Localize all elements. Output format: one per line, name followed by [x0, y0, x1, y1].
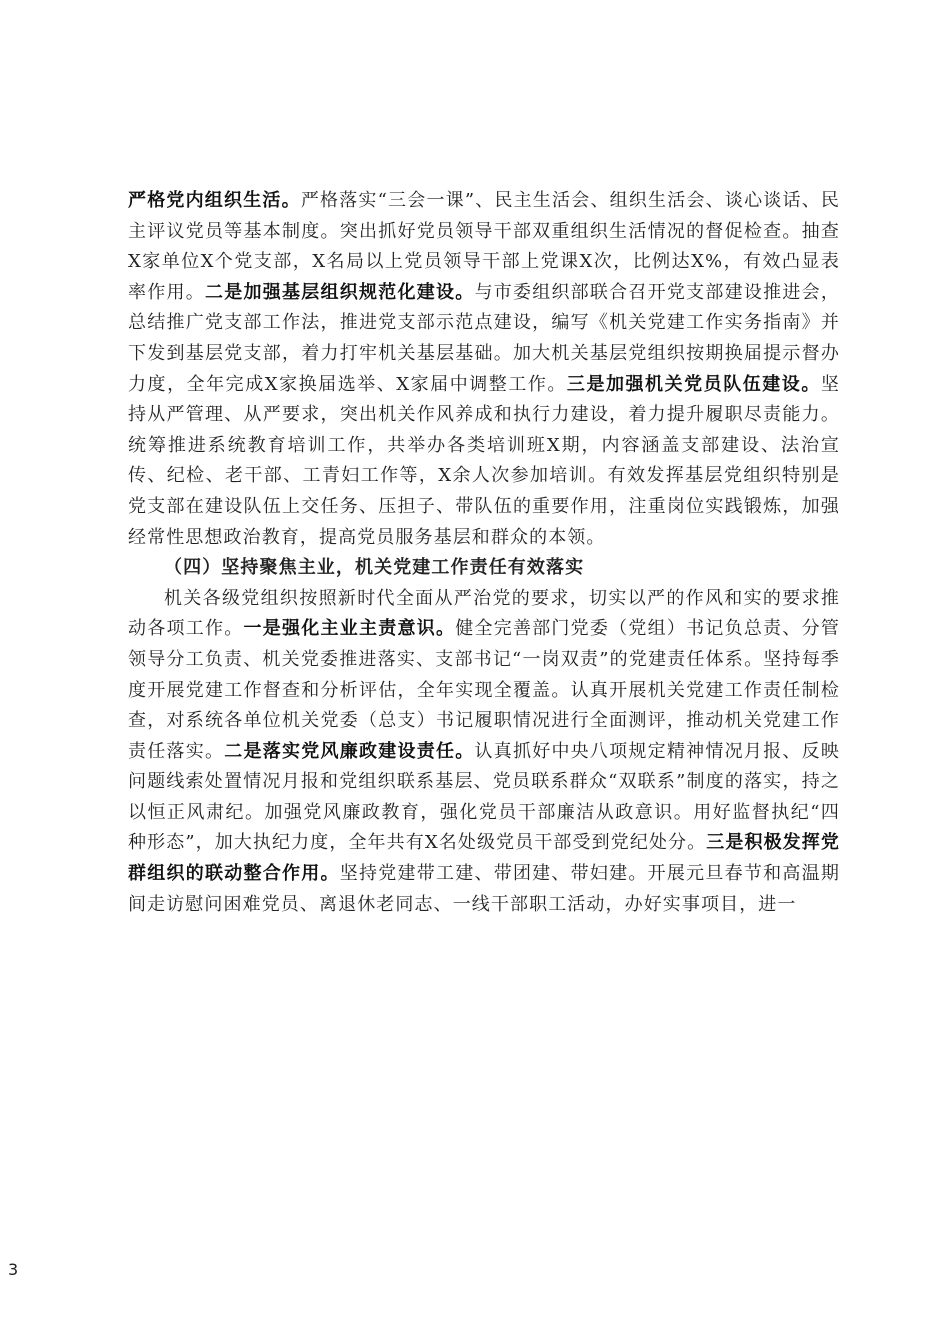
text-clean-governance: 认真抓好中央八项规定精神情况月报、反映问题线索处置情况月报和党组织联系基层、党员联系群众“双联系”制度的落实，持之以恒正风肃纪。加强党风廉政教育，强化党员干部廉洁从政意识。用好监督执纪“四种形态”，加大执纪力度，全年共有X名处级党员干部受到党纪处分。: [128, 740, 840, 854]
paragraph-responsibility: [128, 584, 840, 921]
text-organization-life: 严格落实“三会一课”、民主生活会、组织生活会、谈心谈话、民主评议党员等基本制度。突出抓好党员领导干部双重组织生活情况的督促检查。抽查X家单位X个党支部，X名局以上党员领导干部上党课X次，比例达X%，有效凸显表率作用。: [128, 190, 840, 303]
bold-party-member-team: 三是加强机关党员队伍建设。: [566, 373, 821, 395]
text-grassroots-standardization: 与市委组织部联合召开党支部建设推进会，总结推广党支部工作法，推进党支部示范点建设，编写《机关党建工作实务指南》并下发到基层党支部，着力打牢机关基层基础。加大机关基层党组织按期换届提示督办力度，全年完成X家换届选举、X家届中调整工作。: [128, 281, 840, 395]
text-party-member-team: 坚持从严管理、从严要求，突出机关作风养成和执行力建设，着力提升履职尽责能力。统筹推进系统教育培训工作，共举办各类培训班X期，内容涵盖支部建设、法治宣传、纪检、老干部、工青妇工作等，X余人次参加培训。有效发挥基层党组织特别是党支部在建设队伍上交任务、压担子、带队伍的重要作用，注重岗位实践锻炼，加强经常性思想政治教育，提高党员服务基层和群众的本领。: [128, 373, 840, 548]
bold-lead-organization-life: 严格党内组织生活。: [128, 190, 301, 211]
bold-mass-organizations: 三是积极发挥党群组织的联动整合作用。: [128, 832, 840, 885]
page-number: 3: [8, 1260, 19, 1279]
bold-clean-governance: 二是落实党风廉政建设责任。: [224, 740, 475, 762]
document-body: [128, 186, 840, 920]
text-mass-organizations: 坚持党建带工建、带团建、带妇建。开展元旦春节和高温期间走访慰问困难党员、离退休老同志、一线干部职工活动，办好实事项目，进一: [128, 863, 840, 915]
bold-grassroots-standardization: 二是加强基层组织规范化建设。: [205, 281, 475, 303]
paragraph-organization-life: [128, 186, 840, 553]
text-main-responsibility: 健全完善部门党委（党组）书记负总责、分管领导分工负责、机关党委推进落实、支部书记“一岗双责”的党建责任体系。坚持每季度开展党建工作督查和分析评估，全年实现全覆盖。认真开展机关党建工作责任制检查，对系统各单位机关党委（总支）书记履职情况进行全面测评，推动机关党建工作责任落实。: [128, 618, 840, 762]
text-responsibility-intro: 机关各级党组织按照新时代全面从严治党的要求，切实以严的作风和实的要求推动各项工作。: [128, 587, 840, 640]
bold-main-responsibility: 一是强化主业主责意识。: [243, 618, 456, 640]
section-heading-four: （四）坚持聚焦主业，机关党建工作责任有效落实: [164, 557, 585, 579]
